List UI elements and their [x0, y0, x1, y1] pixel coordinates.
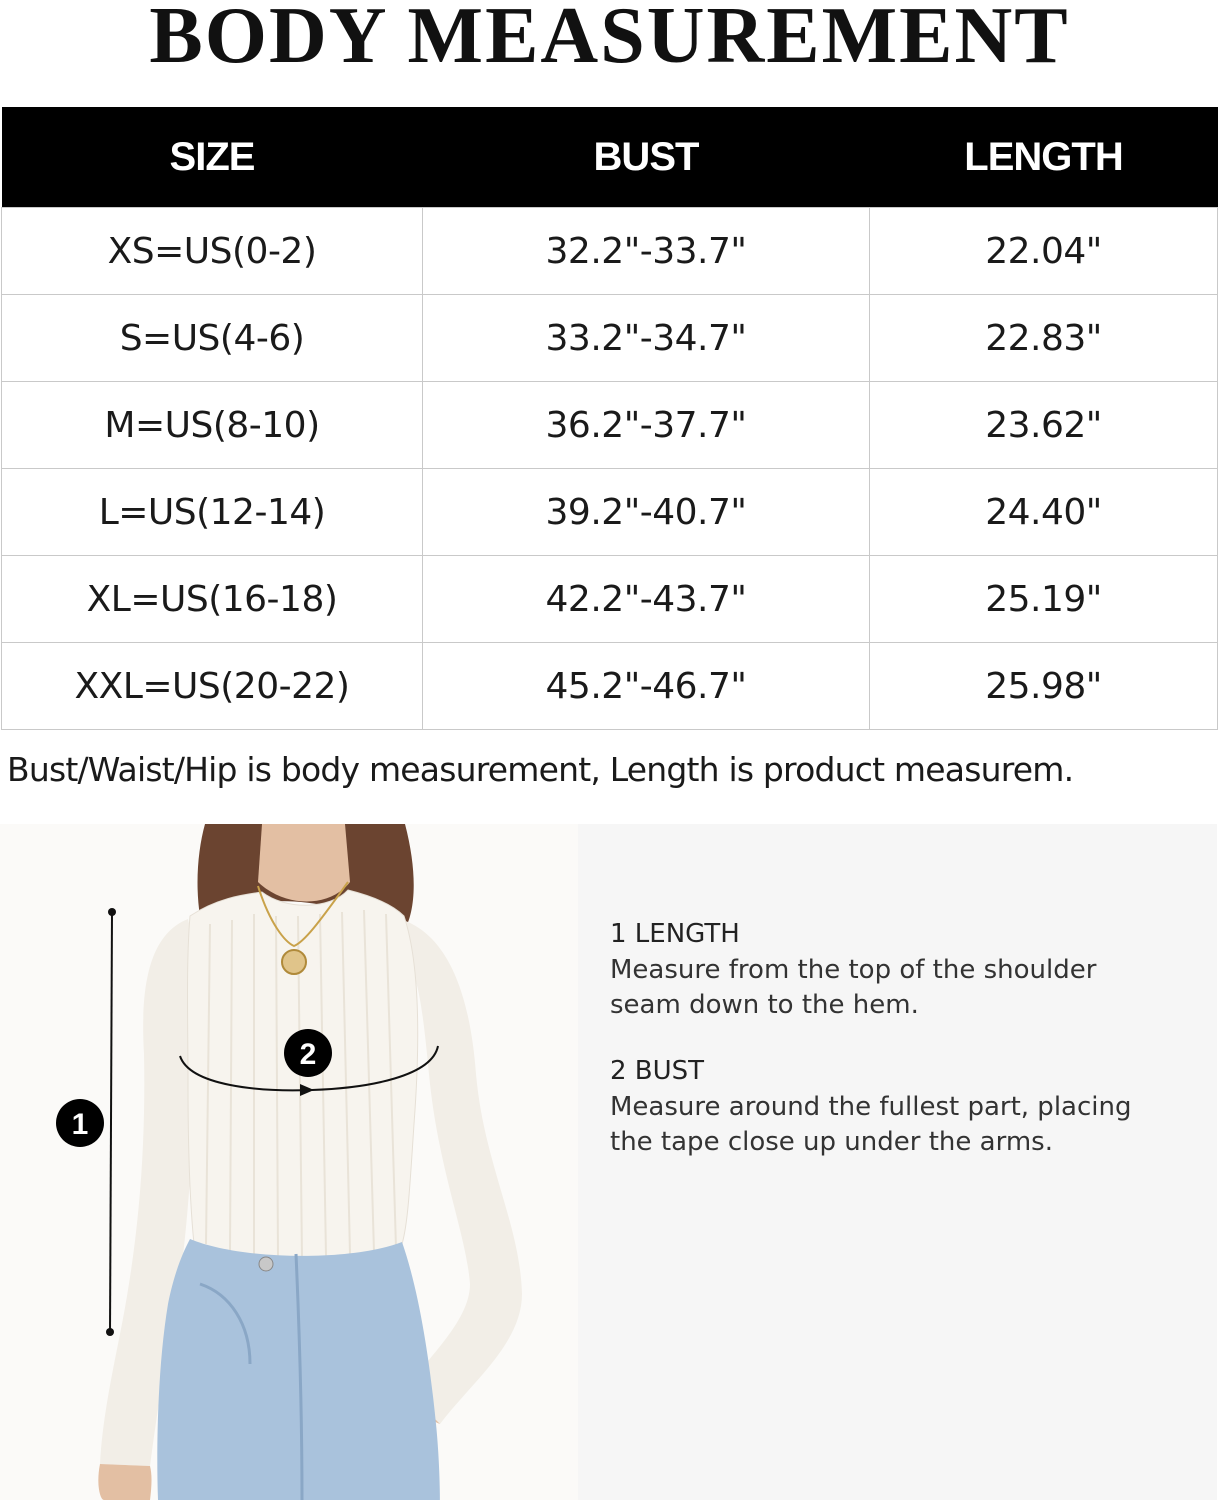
page-title: BODY MEASUREMENT: [149, 0, 1070, 80]
model-photo: [0, 824, 578, 1500]
size-cell: L=US(12-14): [2, 469, 423, 556]
length-instruction-text: Measure from the top of the shoulder seam down to the hem.: [610, 955, 1097, 1020]
length-cell: 22.04": [870, 208, 1218, 295]
marker-length-label: 1: [71, 1108, 89, 1141]
marker-bust-label: 2: [299, 1038, 317, 1071]
length-measure-bottom-dot: [106, 1328, 114, 1336]
measurement-guide-panel: [578, 824, 1217, 1500]
bust-instruction: [610, 1056, 1170, 1160]
bust-instruction-text: Measure around the fullest part, placing the tape close up under the arms.: [610, 1092, 1132, 1157]
size-cell: M=US(8-10): [2, 382, 423, 469]
neck: [258, 824, 350, 902]
measurement-note: Bust/Waist/Hip is body measurement, Length is product measurem.: [7, 750, 1074, 789]
length-cell: 25.98": [870, 643, 1218, 730]
length-instruction-heading: 1 LENGTH: [610, 919, 740, 949]
size-cell: S=US(4-6): [2, 295, 423, 382]
bust-cell: 45.2"-46.7": [423, 643, 870, 730]
table-row: [2, 382, 1218, 469]
size-table: [1, 107, 1218, 730]
bust-instruction-heading: 2 BUST: [610, 1056, 705, 1086]
table-row: [2, 556, 1218, 643]
length-cell: 25.19": [870, 556, 1218, 643]
necklace-pendant: [282, 950, 306, 974]
column-header-length: LENGTH: [870, 107, 1218, 208]
bust-cell: 36.2"-37.7": [423, 382, 870, 469]
bust-cell: 32.2"-33.7": [423, 208, 870, 295]
size-cell: XS=US(0-2): [2, 208, 423, 295]
length-measure-line: [110, 912, 112, 1332]
length-cell: 24.40": [870, 469, 1218, 556]
size-cell: XXL=US(20-22): [2, 643, 423, 730]
size-cell: XL=US(16-18): [2, 556, 423, 643]
marker-bust: [284, 1029, 332, 1077]
jeans: [157, 1239, 440, 1500]
table-header-row: [2, 107, 1218, 208]
model-illustration: [0, 824, 578, 1500]
jeans-button: [259, 1257, 273, 1271]
marker-length: [56, 1099, 104, 1147]
length-cell: 22.83": [870, 295, 1218, 382]
bust-cell: 33.2"-34.7": [423, 295, 870, 382]
table-row: [2, 469, 1218, 556]
bust-cell: 42.2"-43.7": [423, 556, 870, 643]
left-hand: [98, 1464, 151, 1500]
column-header-size: SIZE: [2, 107, 423, 208]
length-instruction: [610, 919, 1170, 1023]
length-measure-top-dot: [108, 908, 116, 916]
length-cell: 23.62": [870, 382, 1218, 469]
table-row: [2, 208, 1218, 295]
table-row: [2, 643, 1218, 730]
bust-cell: 39.2"-40.7": [423, 469, 870, 556]
table-row: [2, 295, 1218, 382]
column-header-bust: BUST: [423, 107, 870, 208]
